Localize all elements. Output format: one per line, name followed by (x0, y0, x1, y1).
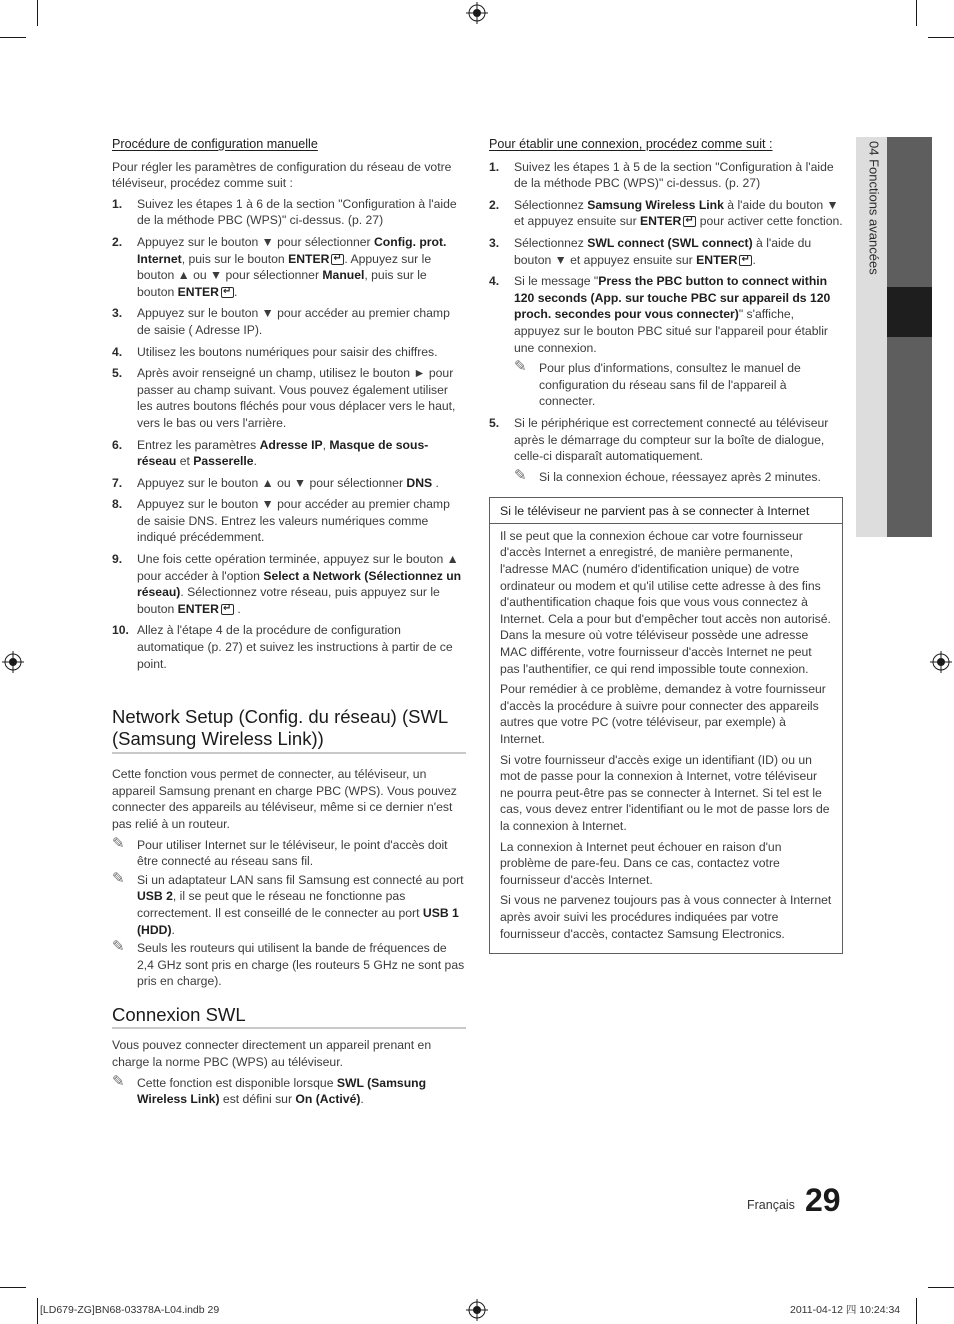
list-item (112, 305, 466, 338)
list-item (112, 551, 466, 617)
step-text: Utilisez les boutons numériques pour saisir des chiffres. (137, 344, 438, 359)
list-item (489, 235, 843, 268)
menu-term: SWL connect (SWL connect) (587, 235, 753, 250)
port-term: USB 2 (137, 889, 173, 904)
list-item (489, 273, 843, 410)
step-text: Appuyez sur le bouton ▼ pour accéder au premier champ de saisie ( Adresse IP). (137, 306, 450, 337)
side-tab-dark (887, 337, 932, 537)
step-number: 10. (112, 623, 129, 638)
note-text: Pour utiliser Internet sur le téléviseur, le point d'accès doit être connecté au réseau sans fil. (137, 837, 448, 869)
note-text: Seuls les routeurs qui utilisent la bande de fréquences de 2,4 GHz sont pris en charge (les routeurs 5 GHz ne sont pas pris en charge). (137, 941, 465, 989)
pencil-note-icon: ✎ (112, 1072, 125, 1090)
crop-mark (0, 37, 26, 38)
enter-key-icon (739, 255, 752, 266)
note (112, 834, 466, 870)
note-text: Si la connexion échoue, réessayez après 2 minutes. (539, 469, 821, 484)
file-slug: [LD679-ZG]BN68-03378A-L04.indb 29 (40, 1304, 220, 1316)
note (514, 360, 843, 410)
step-text: . (253, 454, 257, 469)
tv-message: Press the PBC button to connect within 120 seconds (App. sur touche PBC sur appareil ds 120 proch. secondes pour vous connecter) (514, 274, 831, 322)
step-text: , puis sur le bouton (181, 251, 289, 266)
enter-label: ENTER (640, 214, 682, 229)
step-text: Une fois cette opération terminée, appuyez sur le bouton ▲ pour accéder à l'option (137, 552, 459, 583)
step-text: , (322, 437, 330, 452)
network-setup-intro: Cette fonction vous permet de connecter, au téléviseur, un appareil Samsung prenant en charge PBC (WPS). Vous pouvez connecter des appareils au téléviseur, même si ce dernier n'est pas relié à un routeur. (112, 767, 457, 831)
note (112, 1072, 466, 1108)
note-text: Si un adaptateur LAN sans fil Samsung est connecté au port (137, 872, 464, 887)
step-number: 6. (112, 437, 123, 452)
step-text: Suivez les étapes 1 à 6 de la section "Configuration à l'aide de la méthode PBC (WPS)" ci-dessus. (p. 27) (137, 196, 457, 228)
step-number: 8. (112, 497, 123, 512)
step-text: Entrez les paramètres (137, 437, 260, 452)
step-text: " s'affiche, appuyez sur le bouton PBC situé sur l'appareil pour établir une connexion. (514, 307, 828, 355)
step-text: . (233, 284, 238, 299)
step-text: Sélectionnez (514, 197, 588, 212)
side-tab-dark (887, 137, 932, 287)
enter-label: ENTER (177, 284, 219, 299)
menu-term: DNS (406, 475, 433, 490)
step-text: Sélectionnez (514, 235, 588, 250)
step-text: . (432, 475, 439, 490)
step-text: Appuyez sur le bouton ▼ pour accéder au premier champ de saisie DNS. Entrez les valeurs numériques comme indiqué précédemment. (137, 497, 450, 545)
step-text: Appuyez sur le bouton ▼ pour sélectionner (137, 234, 374, 249)
pencil-note-icon: ✎ (112, 834, 125, 852)
step-text: . Appuyez sur le bouton ▲ ou ▼ pour sélectionner (137, 251, 432, 283)
troubleshooting-body (490, 524, 842, 953)
pbc-steps-list (489, 159, 843, 486)
list-item (112, 344, 466, 361)
manual-config-intro: Pour régler les paramètres de configuration du réseau de votre téléviseur, procédez comme suit : (112, 159, 452, 191)
swl-connection-heading: Connexion SWL (112, 1004, 466, 1030)
step-number: 7. (112, 475, 123, 490)
manual-steps-list (112, 196, 466, 672)
pencil-note-icon: ✎ (112, 938, 125, 956)
step-text: Si le périphérique est correctement connecté au téléviseur après le démarrage du compteur sur la boîte de dialogue, celle-ci disparaît automatiquement. (514, 415, 829, 464)
step-number: 9. (112, 552, 123, 567)
registration-mark-icon (2, 651, 24, 673)
list-item (489, 415, 843, 485)
step-number: 1. (489, 159, 500, 174)
menu-term: Masque de sous-réseau (137, 437, 429, 469)
page-number: 29 (805, 1182, 841, 1218)
troubleshooting-title: Si le téléviseur ne parvient pas à se connecter à Internet (490, 498, 842, 524)
step-text: . (233, 601, 241, 616)
enter-key-icon (331, 254, 344, 265)
network-setup-heading: Network Setup (Config. du réseau) (SWL (Samsung Wireless Link)) (112, 706, 466, 754)
menu-term: Passerelle (193, 454, 254, 469)
step-number: 2. (112, 234, 123, 249)
troubleshooting-paragraph: La connexion à Internet peut échouer en raison d'un problème de pare-feu. Dans ce cas, contactez votre fournisseur d'accès Internet. (500, 839, 782, 887)
menu-term: Adresse IP (259, 437, 323, 452)
troubleshooting-paragraph: Si votre fournisseur d'accès exige un identifiant (ID) ou un mot de passe pour la connexion à Internet, votre téléviseur ne pourra peut-être pas se connecter à Internet. Si tel est le cas, vous devez entrer l'identifiant ou le mot de passe lors de la connexion à Internet. (500, 752, 830, 833)
language-label: Français (747, 1198, 795, 1212)
step-number: 5. (112, 366, 123, 381)
step-text: à l'aide du bouton ▼ et appuyez ensuite sur (514, 235, 812, 267)
menu-term: Manuel (322, 268, 365, 283)
step-text: Après avoir renseigné un champ, utilisez le bouton ► pour passer au champ suivant. Vous pouvez également utiliser les autres boutons fléchés pour vous déplacer vers le haut, vers le bas ou vers l'arrière. (137, 366, 456, 430)
crop-mark (916, 1298, 917, 1324)
registration-mark-icon (466, 2, 488, 24)
list-item (112, 475, 466, 492)
step-number: 5. (489, 415, 500, 430)
list-item (112, 196, 466, 229)
step-text: pour activer cette fonction. (696, 214, 843, 229)
left-column (112, 136, 466, 1110)
enter-label: ENTER (288, 251, 330, 266)
list-item (112, 234, 466, 300)
note-text: Pour plus d'informations, consultez le manuel de configuration du réseau sans fil de l'appareil à connecter. (539, 361, 801, 409)
troubleshooting-paragraph: Si vous ne parvenez toujours pas à vous connecter à Internet après avoir suivi les procédures indiquées par votre fournisseur d'accès, contactez Samsung Electronics. (500, 893, 832, 941)
note-text: . (360, 1092, 364, 1107)
note (112, 869, 466, 938)
registration-mark-icon (930, 651, 952, 673)
step-number: 3. (489, 235, 500, 250)
note-text: , il se peut que le réseau ne fonctionne pas correctement. Il est conseillé de le connecter au port (137, 889, 423, 920)
crop-mark (928, 1287, 954, 1288)
step-text: Suivez les étapes 1 à 5 de la section "Configuration à l'aide de la méthode PBC (WPS)" ci-dessus. (p. 27) (514, 159, 834, 191)
pencil-note-icon: ✎ (514, 466, 527, 484)
manual-config-title: Procédure de configuration manuelle (112, 137, 318, 151)
crop-mark (0, 1287, 26, 1288)
list-item (112, 622, 466, 672)
port-term: USB 1 (HDD) (137, 905, 459, 937)
step-text: Si le message " (514, 274, 599, 289)
list-item (112, 437, 466, 470)
step-number: 3. (112, 306, 123, 321)
step-text: Appuyez sur le bouton ▲ ou ▼ pour sélectionner (137, 475, 407, 490)
troubleshooting-box (489, 497, 843, 954)
swl-connection-intro: Vous pouvez connecter directement un appareil prenant en charge la norme PBC (WPS) au téléviseur. (112, 1038, 432, 1070)
enter-key-icon (221, 604, 234, 615)
note (514, 466, 843, 486)
menu-term: Config. prot. Internet (137, 234, 447, 266)
crop-mark (928, 37, 954, 38)
note-text: est défini sur (219, 1092, 296, 1107)
side-tab-marker (887, 287, 932, 337)
right-column (489, 136, 843, 954)
registration-mark-icon (466, 1299, 488, 1321)
step-number: 4. (112, 344, 123, 359)
list-item (489, 159, 843, 192)
step-text: et (176, 454, 194, 469)
step-text: à l'aide du bouton ▼ et appuyez ensuite sur (514, 197, 839, 229)
crop-mark (37, 0, 38, 26)
list-item (112, 365, 466, 431)
note (112, 940, 466, 990)
note-text: . (171, 922, 175, 937)
pbc-connection-title: Pour établir une connexion, procédez comme suit : (489, 137, 773, 151)
step-number: 2. (489, 197, 500, 212)
menu-term: On (Activé) (295, 1092, 361, 1107)
step-text: . Sélectionnez votre réseau, puis appuyez sur le bouton (137, 585, 440, 616)
list-item (112, 496, 466, 546)
step-number: 4. (489, 274, 500, 289)
print-timestamp: 2011-04-12 四 10:24:34 (790, 1304, 901, 1316)
step-number: 1. (112, 196, 123, 211)
menu-term: Select a Network (Sélectionnez un réseau) (137, 568, 462, 600)
side-tab-label: 04 Fonctions avancées (866, 141, 882, 275)
enter-label: ENTER (177, 601, 219, 616)
note-text: Cette fonction est disponible lorsque (137, 1075, 337, 1090)
enter-label: ENTER (696, 252, 738, 267)
menu-term: SWL (Samsung Wireless Link) (137, 1075, 427, 1107)
list-item (489, 197, 843, 230)
step-text: , puis sur le bouton (137, 268, 427, 299)
pencil-note-icon: ✎ (112, 869, 125, 887)
enter-key-icon (221, 287, 234, 298)
troubleshooting-paragraph: Pour remédier à ce problème, demandez à votre fournisseur d'accès la procédure à suivre pour connecter des appareils autres que votre PC (votre téléviseur, par exemple) à Internet. (500, 682, 826, 746)
enter-key-icon (683, 216, 696, 227)
pencil-note-icon: ✎ (514, 358, 527, 376)
menu-term: Samsung Wireless Link (587, 197, 724, 212)
troubleshooting-paragraph: Il se peut que la connexion échoue car votre fournisseur d'accès Internet a enregistré, de manière permanente, l'adresse MAC (numéro d'identification unique) de votre ordinateur ou modem et qu'il utilise cette adresse à des fins d'authentification chaque fois que vous vous connectez à Internet. Cela a pour but d'empêcher tout accès non autorisé. Dans la mesure où votre téléviseur possède une adresse MAC différente, votre fournisseur d'accès Internet ne peut pas l'authentifier, ce qui rend impossible toute connexion. (500, 528, 831, 676)
crop-mark (916, 0, 917, 26)
step-text: . (752, 252, 756, 267)
step-text: Allez à l'étape 4 de la procédure de configuration automatique (p. 27) et suivez les instructions à partir de ce point. (137, 623, 453, 671)
crop-mark (37, 1298, 38, 1324)
